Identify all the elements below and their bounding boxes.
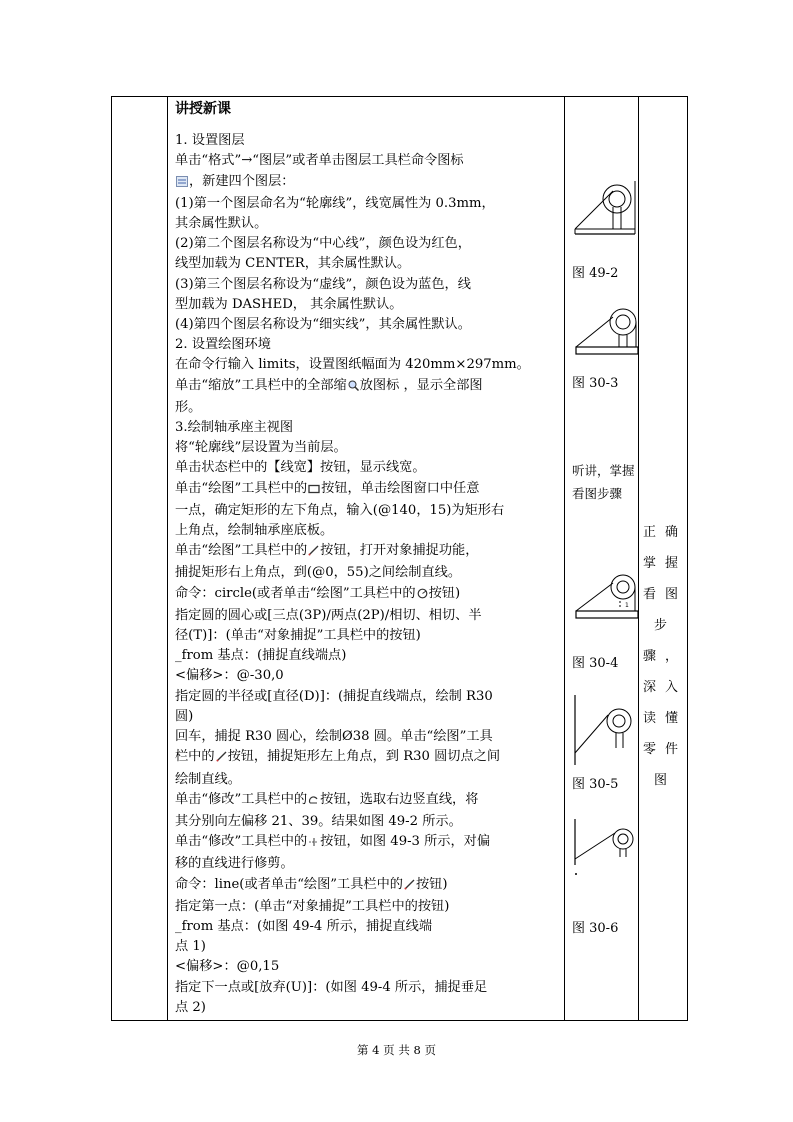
text-line: <偏移>：@-30,0 xyxy=(175,668,284,684)
table-border-left xyxy=(111,97,112,1020)
text-line: 在命令行输入 limits，设置图纸幅面为 420mm×297mm。 xyxy=(175,357,530,373)
text-line: 型加载为 DASHED， 其余属性默认。 xyxy=(175,296,403,312)
text-line: 命令：circle(或者单击“绘图”工具栏中的 按钮) xyxy=(175,584,559,606)
figure-drawing-30-6 xyxy=(573,819,641,879)
text-line: 3.绘制轴承座主视图 xyxy=(175,420,294,436)
text-line: (2)第二个图层名称设为“中心线”，颜色设为红色， xyxy=(175,236,471,252)
text-line: 线型加载为 CENTER，其余属性默认。 xyxy=(175,256,411,272)
text-line: 栏中的 按钮，捕捉矩形左上角点，到 R30 圆切点之间 xyxy=(175,747,559,769)
zoom-all-icon xyxy=(348,378,359,398)
text-line: 2. 设置绘图环境 xyxy=(175,337,271,353)
column-divider-2 xyxy=(564,97,565,1020)
text-line: 单击“缩放”工具栏中的全部缩 放图标 ，显示全部图 xyxy=(175,376,559,398)
text-line: 指定下一点或[放弃(U)]：(如图 49-4 所示，捕捉垂足 xyxy=(175,979,488,995)
text-line: 绘制直线。 xyxy=(175,771,241,787)
text-line: _from 基点：(捕捉直线端点) xyxy=(175,648,347,664)
figure-caption: 图 30-6 xyxy=(572,921,619,936)
text-line: 1. 设置图层 xyxy=(175,133,245,149)
text-line: 点 1) xyxy=(175,939,206,955)
offset-icon xyxy=(308,792,319,812)
rectangle-icon xyxy=(308,481,320,501)
figure-drawing-30-4 xyxy=(573,573,641,623)
text-line: 单击“修改”工具栏中的 按钮，如图 49-3 所示，对偏 xyxy=(175,832,559,854)
section-title: 讲授新课 xyxy=(175,101,231,117)
page-footer: 第 4 页 共 8 页 xyxy=(357,1043,436,1057)
layer-icon xyxy=(176,174,188,194)
text-line: 将“轮廓线”层设置为当前层。 xyxy=(175,440,347,456)
text-line: ，新建四个图层： xyxy=(175,172,559,194)
text-line: 一点，确定矩形的左下角点，输入(@140，15)为矩形右 xyxy=(175,502,505,518)
text-line: 单击“修改”工具栏中的 按钮，选取右边竖直线，将 xyxy=(175,790,559,812)
column-divider-1 xyxy=(167,97,168,1020)
text-line: 指定第一点：(单击“对象捕捉”工具栏中的按钮) xyxy=(175,898,450,914)
figure-drawing-30-5 xyxy=(573,693,641,768)
lesson-table xyxy=(111,96,688,1021)
text-line: 单击“绘图”工具栏中的 按钮，打开对象捕捉功能， xyxy=(175,541,559,563)
text-line: 捕捉矩形右上角点，到(@0，55)之间绘制直线。 xyxy=(175,565,462,581)
text-line: 回车，捕捉 R30 圆心，绘制Ø38 圆。单击“绘图”工具 xyxy=(175,729,493,745)
circle-icon xyxy=(417,586,428,606)
text-line: _from 基点：(如图 49-4 所示，捕捉直线端 xyxy=(175,918,433,934)
text-line: 命令：line(或者单击“绘图”工具栏中的 按钮) xyxy=(175,875,559,897)
text-line: 上角点，绘制轴承座底板。 xyxy=(175,523,334,539)
line-icon xyxy=(404,877,415,897)
figure-drawing-49-2 xyxy=(573,179,641,237)
teaching-goal: 正确掌握看图步骤，深入读懂零件图 xyxy=(643,525,688,788)
figure-caption: 图 30-3 xyxy=(572,376,619,391)
figure-drawing-30-3 xyxy=(573,307,641,357)
text-line: 单击“格式”→“图层”或者单击图层工具栏命令图标 xyxy=(175,153,464,169)
text-line: 径(T)]：(单击“对象捕捉”工具栏中的按钮) xyxy=(175,628,421,644)
line-icon xyxy=(216,749,227,769)
text-line: 其余属性默认。 xyxy=(175,216,268,232)
text-line: <偏移>：@0,15 xyxy=(175,959,280,975)
student-activity: 听讲，掌握看图步骤 xyxy=(572,463,635,501)
text-line: (4)第四个图层名称设为“细实线”，其余属性默认。 xyxy=(175,317,471,333)
text-line: 单击状态栏中的【线宽】按钮，显示线宽。 xyxy=(175,460,426,476)
text-line: 点 2) xyxy=(175,999,206,1015)
svg-text:1: 1 xyxy=(625,602,629,609)
figure-caption: 图 30-4 xyxy=(572,656,619,671)
trim-icon xyxy=(308,834,319,854)
lesson-content xyxy=(171,97,563,1018)
line-icon xyxy=(308,543,319,563)
text-line: 其分别向左偏移 21、39。结果如图 49-2 所示。 xyxy=(175,813,462,829)
text-line: 指定圆的半径或[直径(D)]：(捕捉直线端点，绘制 R30 xyxy=(175,688,493,704)
text-line: (3)第三个图层名称设为“虚线”，颜色设为蓝色，线 xyxy=(175,276,471,292)
text-line: 指定圆的圆心或[三点(3P)/两点(2P)/相切、相切、半 xyxy=(175,607,482,623)
text-line: (1)第一个图层命名为“轮廓线”，线宽属性为 0.3mm， xyxy=(175,195,495,211)
text-line: 圆) xyxy=(175,708,194,724)
text-line: 移的直线进行修剪。 xyxy=(175,856,294,872)
figure-caption: 图 30-5 xyxy=(572,777,619,792)
figure-caption: 图 49-2 xyxy=(572,266,619,281)
text-line: 单击“绘图”工具栏中的 按钮，单击绘图窗口中任意 xyxy=(175,479,559,501)
table-border-right xyxy=(687,97,688,1020)
text-line: 形。 xyxy=(175,399,202,415)
